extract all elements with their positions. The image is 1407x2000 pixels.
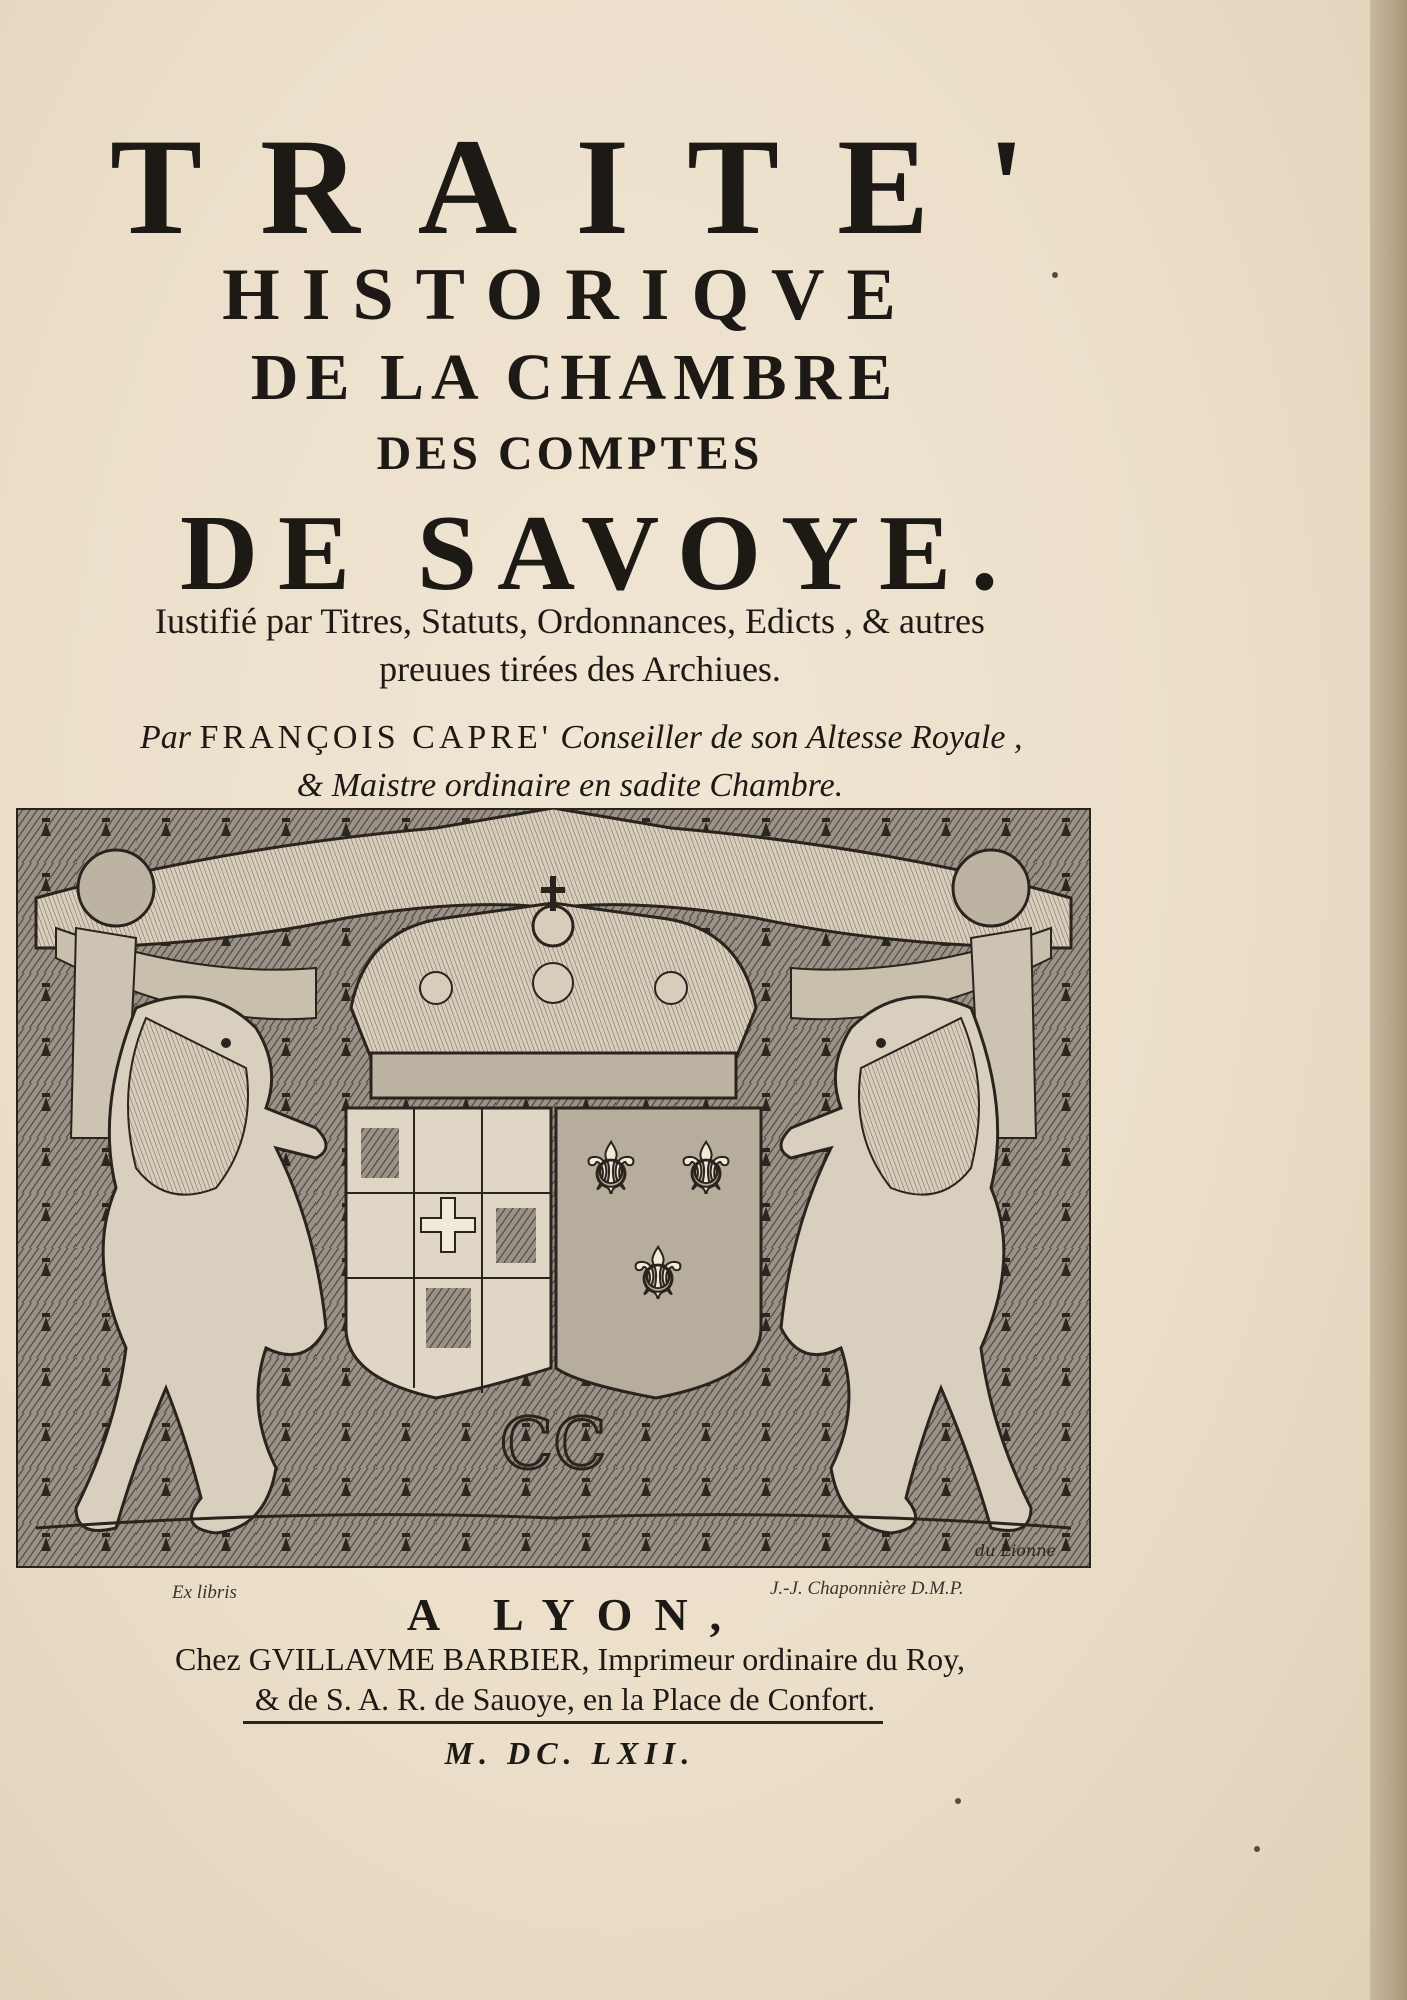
foxing-spot: [955, 1798, 961, 1804]
imprint-date: M. DC. LXII.: [444, 1735, 696, 1771]
subtitle-line-2: preuues tirées des Archiues.: [379, 649, 781, 689]
svg-text:CC: CC: [499, 1403, 607, 1485]
svg-text:⚜: ⚜: [674, 1128, 738, 1210]
author-role-1: Conseiller de son Altesse Royale ,: [560, 719, 1023, 756]
title-line-5: DE SAVOYE.: [180, 494, 1019, 613]
author-prefix: Par: [140, 719, 191, 756]
page-edge: [1370, 0, 1407, 2000]
title-line-1: TRAITE': [110, 110, 1084, 263]
imprint-place: A LYON,: [406, 1589, 744, 1640]
svg-text:⚜: ⚜: [626, 1233, 690, 1315]
author-name: FRANÇOIS CAPRE': [199, 719, 552, 756]
engraving-signature: du Lionne: [974, 1541, 1056, 1560]
divider-rule: [243, 1721, 883, 1724]
title-line-4: DES COMPTES: [376, 427, 764, 480]
printer-line-2: & de S. A. R. de Sauoye, en la Place de Confort.: [254, 1681, 876, 1717]
author-role-2: & Maistre ordinaire en sadite Chambre.: [296, 767, 844, 804]
ex-libris-inscription: Ex libris: [172, 1582, 237, 1603]
author-line: [140, 718, 1023, 759]
foxing-spot: [1254, 1846, 1260, 1852]
owner-inscription: J.-J. Chaponnière D.M.P.: [770, 1578, 964, 1599]
title-line-3: DE LA CHAMBRE: [250, 341, 900, 414]
printer-line-1: Chez GVILLAVME BARBIER, Imprimeur ordinaire du Roy,: [174, 1641, 966, 1677]
coat-of-arms-engraving: [16, 808, 1091, 1568]
title-line-2: HISTORIQVE: [222, 254, 918, 336]
subtitle-line-1: Iustifié par Titres, Statuts, Ordonnances, Edicts , & autres: [155, 601, 985, 641]
svg-text:⚜: ⚜: [579, 1128, 643, 1210]
foxing-spot: [1052, 272, 1058, 278]
